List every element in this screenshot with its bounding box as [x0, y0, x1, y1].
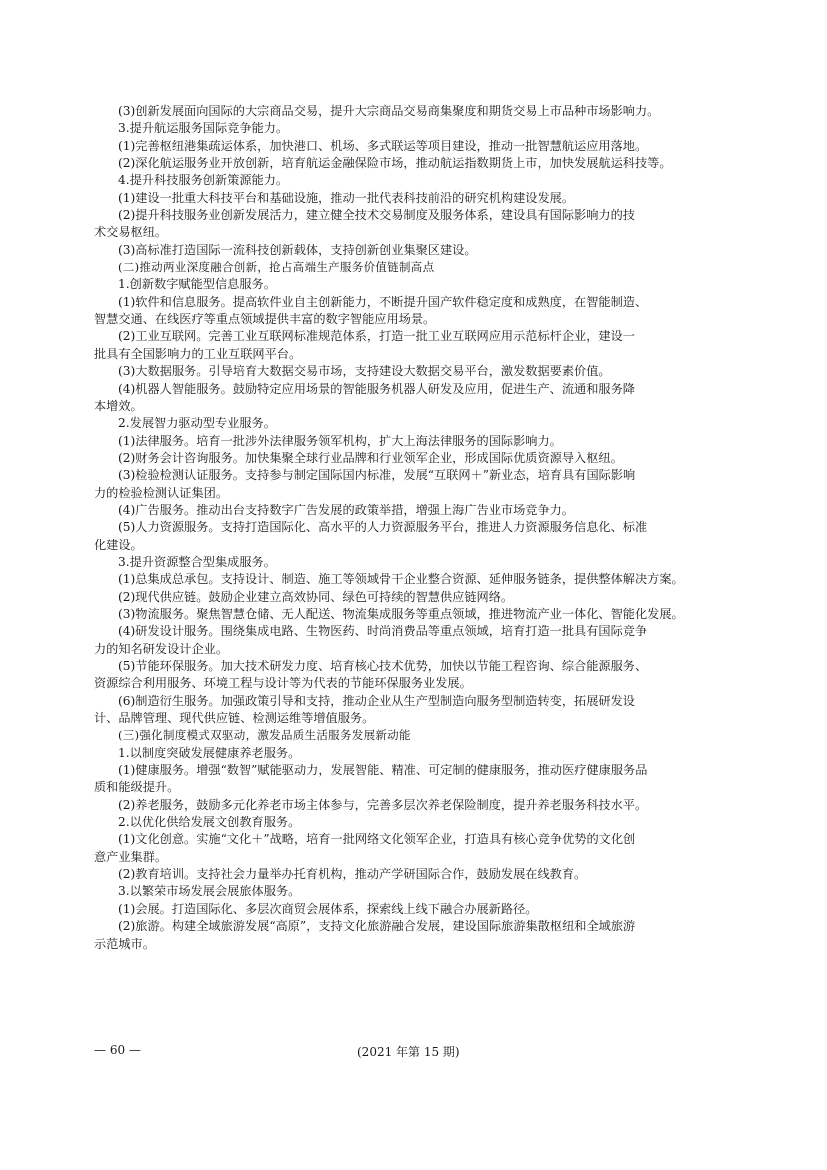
text-line: (1)软件和信息服务。提高软件业自主创新能力，不断提升国产软件稳定度和成熟度，在智能制造、 — [118, 294, 648, 309]
text-line: (3)创新发展面向国际的大宗商品交易，提升大宗商品交易商集聚度和期货交易上市品种市场影响力。 — [118, 104, 660, 118]
text-line: (2)提升科技服务业创新发展活力，建立健全技术交易制度及服务体系，建设具有国际影响力的技 — [118, 208, 635, 223]
text-line: (2)财务会计咨询服务。加快集聚全球行业品牌和行业领军企业，形成国际优质资源导入枢纽。 — [118, 450, 623, 465]
document-body — [94, 103, 740, 953]
text-line: (1)总集成总承包。支持设计、制造、施工等领域骨干企业整合资源、延伸服务链条，提供整体解决方案。 — [118, 572, 684, 587]
text-line: 本增效。 — [94, 398, 143, 413]
page-footer — [0, 1043, 827, 1061]
text-line: 3.以繁荣市场发展会展旅体服务。 — [118, 884, 301, 899]
text-line: 1.以制度突破发展健康养老服务。 — [118, 745, 301, 760]
text-line: (1)法律服务。培育一批涉外法律服务领军机构，扩大上海法律服务的国际影响力。 — [118, 433, 562, 448]
text-line: (2)深化航运服务业开放创新，培育航运金融保险市场，推动航运指数期货上市，加快发展航运科技等。 — [118, 156, 672, 171]
text-line: 计、品牌管理、现代供应链、检测运维等增值服务。 — [94, 711, 375, 726]
text-line: 力的知名研发设计企业。 — [94, 641, 229, 656]
text-line: (2)旅游。构建全域旅游发展“高原”，支持文化旅游融合发展，建设国际旅游集散枢纽和全域旅游 — [118, 919, 636, 934]
text-line: 3.提升航运服务国际竞争能力。 — [118, 121, 289, 136]
text-line: (6)制造衍生服务。加强政策引导和支持，推动企业从生产型制造向服务型制造转变，拓展研发设 — [118, 693, 635, 708]
text-line: 意产业集群。 — [94, 849, 168, 864]
text-line: (4)机器人智能服务。鼓励特定应用场景的智能服务机器人研发及应用，促进生产、流通和服务降 — [118, 381, 635, 396]
text-line: (3)大数据服务。引导培育大数据交易市场，支持建设大数据交易平台，激发数据要素价值。 — [118, 364, 611, 379]
section-heading: (三)强化制度模式双驱动，激发品质生活服务发展新动能 — [118, 728, 411, 743]
text-line: 化建设。 — [94, 537, 143, 552]
text-line: (1)会展。打造国际化、多层次商贸会展体系，探索线上线下融合办展新路径。 — [118, 901, 538, 916]
text-line: 3.提升资源整合型集成服务。 — [118, 554, 276, 569]
text-line: (5)节能环保服务。加大技术研发力度、培育核心技术优势，加快以节能工程咨询、综合能源服务、 — [118, 659, 648, 673]
text-line: 质和能级提升。 — [94, 780, 180, 795]
text-line: 2.以优化供给发展文创教育服务。 — [118, 815, 301, 830]
section-heading: (二)推动两业深度融合创新，抢占高端生产服务价值链制高点 — [118, 260, 435, 275]
text-line: (1)完善枢纽港集疏运体系，加快港口、机场、多式联运等项目建设，推动一批智慧航运应用落地。 — [118, 138, 648, 153]
text-line: (1)文化创意。实施“文化＋”战略，培育一批网络文化领军企业，打造具有核心竞争优势的文化创 — [118, 832, 636, 847]
text-line: (3)检验检测认证服务。支持参与制定国际国内标准，发展“互联网＋”新业态，培育具有国际影响 — [118, 468, 636, 483]
text-line: 力的检验检测认证集团。 — [94, 485, 229, 500]
text-line: 示范城市。 — [94, 936, 155, 951]
text-line: (5)人力资源服务。支持打造国际化、高水平的人力资源服务平台，推进人力资源服务信息化、标准 — [118, 520, 648, 535]
text-line: 术交易枢纽。 — [94, 225, 168, 240]
text-line: (3)高标准打造国际一流科技创新载体，支持创新创业集聚区建设。 — [118, 242, 477, 257]
text-line: 2.发展智力驱动型专业服务。 — [118, 416, 276, 431]
text-line: (4)广告服务。推动出台支持数字广告发展的政策举措，增强上海广告业市场竞争力。 — [118, 502, 575, 517]
text-line: 资源综合利用服务、环境工程与设计等为代表的节能环保服务业发展。 — [94, 676, 472, 691]
text-line: 1.创新数字赋能型信息服务。 — [118, 277, 276, 292]
text-line: 智慧交通、在线医疗等重点领域提供丰富的数字智能应用场景。 — [94, 312, 436, 327]
text-line: (4)研发设计服务。围绕集成电路、生物医药、时尚消费品等重点领域，培育打造一批具有国际竞争 — [118, 624, 648, 639]
text-line: (1)健康服务。增强“数智”赋能驱动力，发展智能、精准、可定制的健康服务，推动医疗健康服务品 — [118, 763, 648, 778]
text-line: (1)建设一批重大科技平台和基础设施，推动一批代表科技前沿的研究机构建设发展。 — [118, 190, 575, 205]
text-line: 批具有全国影响力的工业互联网平台。 — [94, 346, 302, 361]
text-line: (2)教育培训。支持社会力量举办托育机构，推动产学研国际合作，鼓励发展在线教育。 — [118, 867, 587, 882]
page-number: — 60 — — [94, 1043, 141, 1057]
text-line: (2)现代供应链。鼓励企业建立高效协同、绿色可持续的智慧供应链网络。 — [118, 589, 514, 604]
text-line: (2)养老服务，鼓励多元化养老市场主体参与，完善多层次养老保险制度，提升养老服务科技水平。 — [118, 797, 648, 812]
text-line: (3)物流服务。聚焦智慧仓储、无人配送、物流集成服务等重点领域，推进物流产业一体化、智能化发展。 — [118, 606, 684, 621]
text-line: (2)工业互联网。完善工业互联网标准规范体系，打造一批工业互联网应用示范标杆企业，建设一 — [118, 329, 635, 344]
issue-label: (2021 年第 15 期) — [357, 1045, 460, 1059]
text-line: 4.提升科技服务创新策源能力。 — [118, 173, 289, 188]
